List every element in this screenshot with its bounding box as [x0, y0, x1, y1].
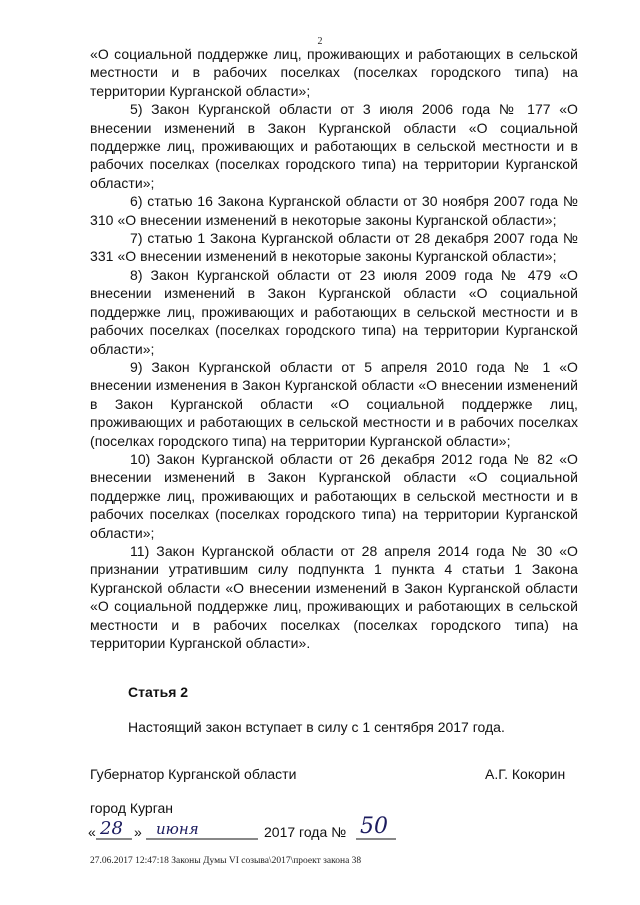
article-text: Настоящий закон вступает в силу с 1 сентября 2017 года.: [128, 719, 505, 735]
day-underline: [96, 838, 132, 842]
city-name: город Курган: [90, 800, 174, 816]
date-open-quote: «: [88, 824, 96, 840]
date-month-handwritten: июня: [156, 820, 199, 838]
governor-name: А.Г. Кокорин: [485, 766, 566, 782]
date-year-text: 2017 года №: [264, 824, 347, 840]
law-list-paragraph: 6) статью 16 Закона Курганской области от 30 ноября 2007 года № 310 «О внесении изменений в некоторые законы Курганской области»;: [90, 193, 578, 228]
number-underline: [356, 838, 396, 842]
month-underline: [146, 838, 258, 842]
law-list-paragraph: 7) статью 1 Закона Курганской области от 28 декабря 2007 года № 331 «О внесении изменений в некоторые законы Курганской области»;: [90, 230, 578, 265]
law-list-paragraph: 8) Закон Курганской области от 23 июля 2009 года № 479 «О внесении изменений в Закон Курганской области «О социальной поддержке лиц, проживающих и работающих в сельской местности и в рабочих поселках (поселках городского типа) на территории Курганской области»;: [90, 266, 578, 357]
law-list-paragraph: 9) Закон Курганской области от 5 апреля 2010 года № 1 «О внесении изменения в Закон Курганской области «О внесении изменений в Закон Курганской области «О социальной поддержке лиц, проживающих и работающих в сельской местности и в рабочих поселках (поселках городского типа) на территории Курганской области»;: [90, 358, 578, 449]
date-close-quote: »: [134, 824, 142, 840]
law-list: [90, 45, 578, 652]
date-day-handwritten: 28: [100, 818, 123, 839]
law-list-paragraph: 5) Закон Курганской области от 3 июля 2006 года № 177 «О внесении изменений в Закон Курганской области «О социальной поддержке лиц, проживающих и работающих в сельской местности и в рабочих поселках (поселках городского типа) на территории Курганской области»;: [90, 101, 578, 191]
document-footer: 27.06.2017 12:47:18 Законы Думы VI созыва\2017\проект закона 38: [90, 856, 362, 866]
law-list-paragraph: «О социальной поддержке лиц, проживающих и работающих в сельской местности и в рабочих поселках (поселках городского типа) на территории Курганской области»;: [90, 46, 578, 99]
law-list-paragraph: 10) Закон Курганской области от 26 декабря 2012 года № 82 «О внесении изменений в Закон Курганской области «О социальной поддержке лиц, проживающих и работающих в сельской местности и в рабочих поселках (поселках городского типа) на территории Курганской области»;: [90, 450, 578, 541]
law-list-paragraph: 11) Закон Курганской области от 28 апреля 2014 года № 30 «О признании утратившим силу подпункта 1 пункта 4 статьи 1 Закона Курганской области «О внесении изменений в Закон Курганской области «О социальной поддержке лиц, проживающих и работающих в сельской местности и в рабочих поселках (поселках городского типа) на территории Курганской области».: [90, 542, 578, 651]
law-number-handwritten: 50: [360, 814, 388, 839]
governor-title: Губернатор Курганской области: [90, 766, 297, 782]
page-number: 2: [317, 36, 323, 47]
article-heading: Статья 2: [128, 684, 189, 700]
adoption-date-line: [88, 814, 408, 848]
